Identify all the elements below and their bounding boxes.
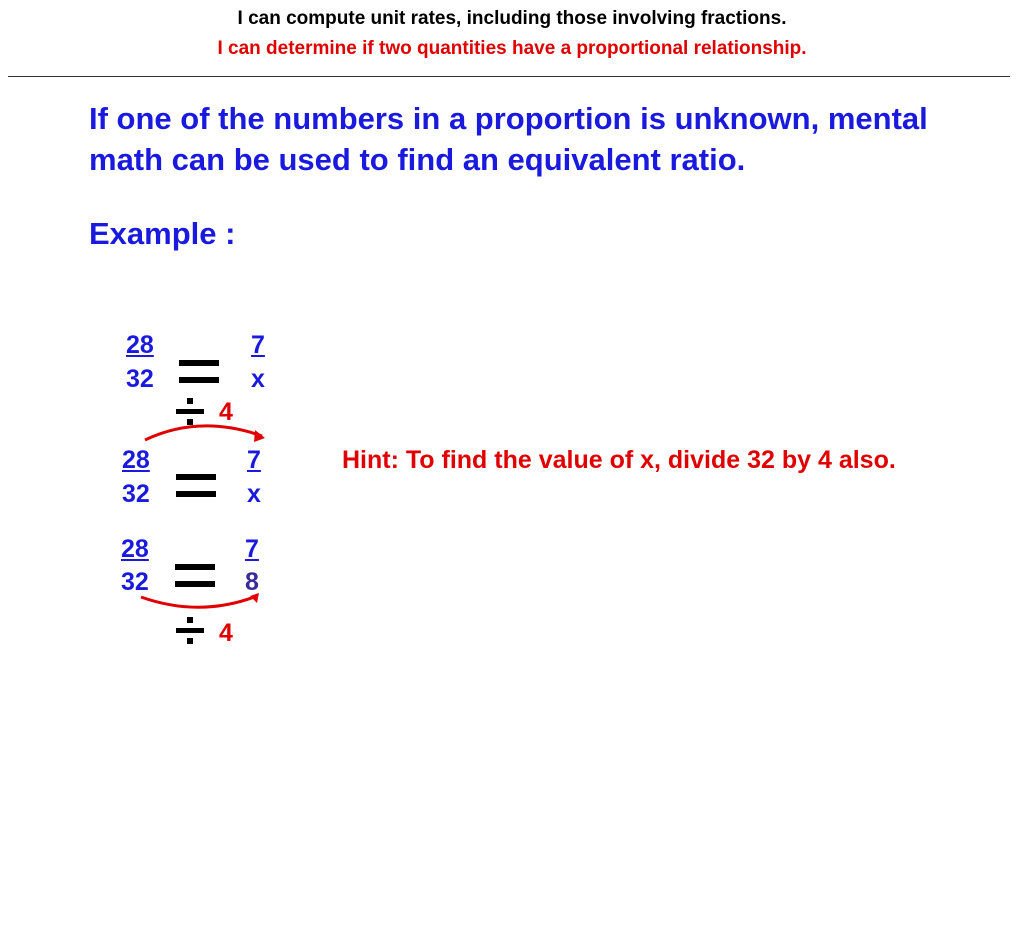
proportion-2-left-denominator: 32	[122, 480, 150, 508]
bottom-arc-arrow	[141, 596, 257, 607]
objective-line-1: I can compute unit rates, including those involving fractions.	[237, 8, 787, 29]
top-arc-arrowhead	[254, 430, 265, 442]
proportion-2-right-denominator: x	[247, 480, 261, 508]
proportion-3-right-denominator-answer: 8	[245, 568, 259, 596]
hint-text: Hint: To find the value of x, divide 32 by 4 also.	[342, 446, 896, 474]
divide-by-label-bottom: 4	[219, 619, 233, 647]
proportion-2-left-numerator: 28	[122, 446, 150, 474]
divide-by-label-top: 4	[219, 398, 233, 426]
example-label: Example :	[89, 216, 236, 251]
proportion-1-right-denominator: x	[251, 365, 265, 393]
equals-sign-2	[176, 474, 216, 500]
proportion-3-left-denominator: 32	[121, 568, 149, 596]
divide-sign-bottom	[176, 616, 204, 644]
proportion-1-right-numerator: 7	[251, 331, 265, 359]
proportion-1-left-numerator: 28	[126, 331, 154, 359]
proportion-2-right-numerator: 7	[247, 446, 261, 474]
intro-paragraph: If one of the numbers in a proportion is unknown, mental math can be used to find an equivalent ratio.	[89, 101, 928, 177]
proportion-1-left-denominator: 32	[126, 365, 154, 393]
proportion-3-right-numerator: 7	[245, 535, 259, 563]
objective-line-2: I can determine if two quantities have a proportional relationship.	[217, 38, 807, 59]
equals-sign-3	[175, 564, 215, 590]
top-arc-arrow	[145, 426, 262, 440]
proportion-3-left-numerator: 28	[121, 535, 149, 563]
